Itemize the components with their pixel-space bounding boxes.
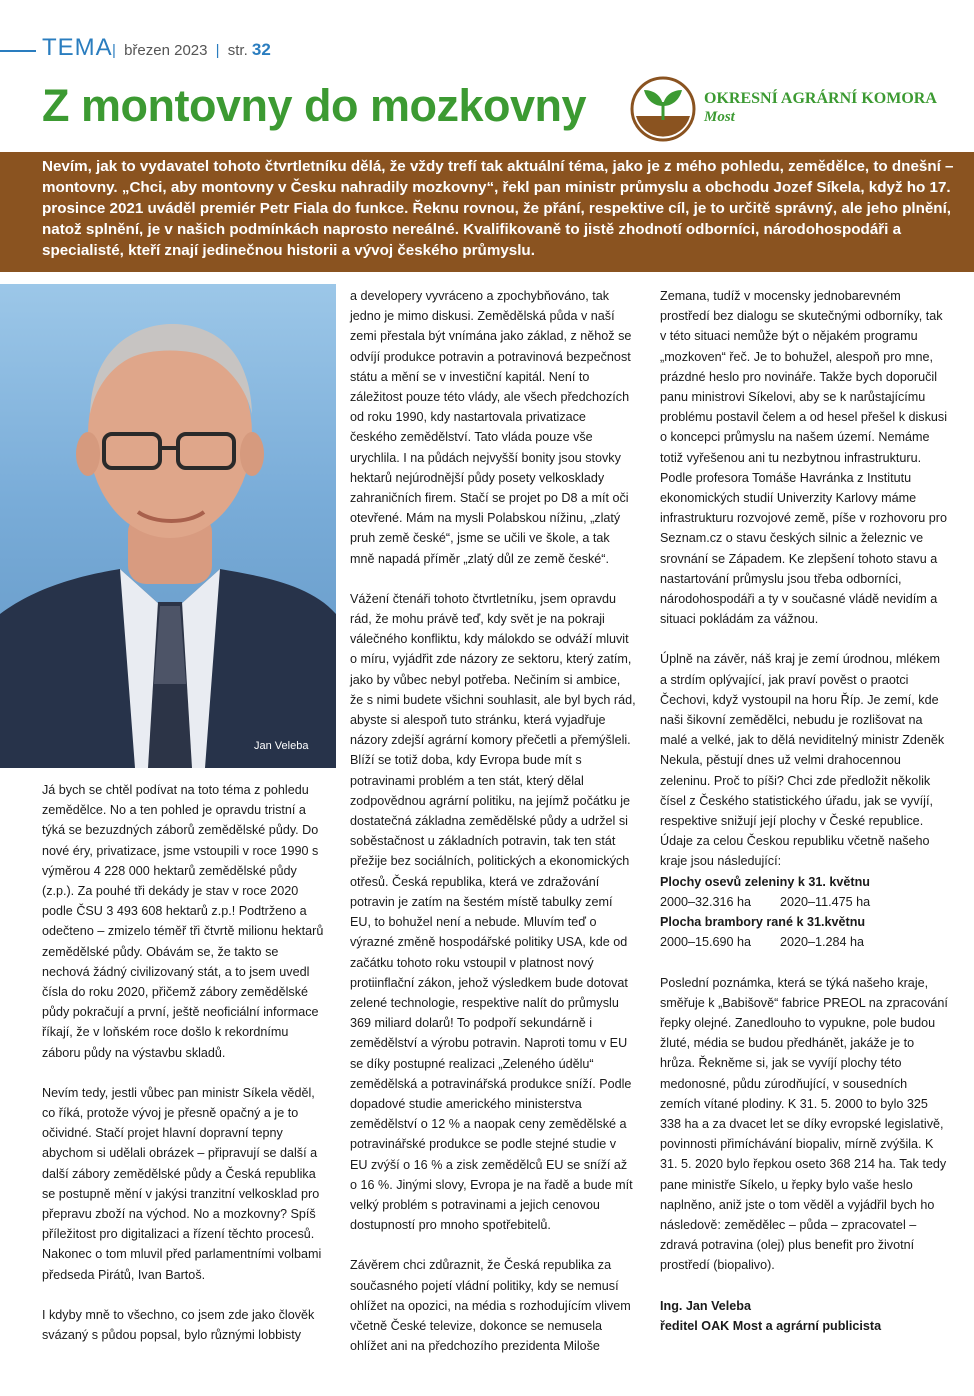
logo-city: Most: [704, 109, 735, 125]
page-number: 32: [251, 40, 271, 59]
photo-caption: Jan Veleba: [254, 740, 309, 752]
stats-row-vegetables: 2000–32.316 ha 2020–11.475 ha: [660, 894, 871, 909]
stats-heading-potatoes: Plocha brambory rané k 31.květnu: [660, 915, 866, 930]
stats-block: [660, 872, 948, 953]
stats-row-potatoes: 2000–15.690 ha 2020–1.284 ha: [660, 935, 865, 950]
sprout-logo-icon: [630, 76, 696, 142]
paragraph: a developery vyvráceno a zpochybňováno, tak jedno je mimo diskusi. Zemědělská půda v naší zemi přestala být vnímána jako základ, z něhož se odvíjí produkce potravin a potravinová bezpečnost státu a mění se v investiční kapitál. Není to záležitost pouze této vlády, ale všech předchozích od roku 1990, kdy nastartovala privatizace českého zemědělství. Tato vláda pouze vše urychlila. I na půdách nejvyšší bonity jsou stovky hektarů nejúrodnější půdy posety velkosklady zahraničních firem. Stačí se projet po D8 a mít oči otevřené. Mám na mysli Polabskou nížinu, „zlatý pruh země české“, jsme se učili ve škole, a tak mně napadá příměr „zlatý důl ze země české“.: [350, 289, 632, 566]
paragraph: Vážení čtenáři tohoto čtvrtletníku, jsem opravdu rád, že mohu právě teď, kdy svět je na pokraji válečného konfliktu, kdy málokdo se odváží mluvit o míru, vyjádřit zde názory ze sektoru, který zatím, jako by vůbec nebyl potřeba. Nečiním si ambice, že s nimi budete všichni souhlasit, ale byl bych rád, abyste si alespoň tuto stránku, která vyjadřuje názory zdejší agrární komory přečetli a přemýšleli. Blíží se totiž doba, kdy Evropa bude mít s potravinami problém a ten stát, který dělal zodpovědnou agrární politiku, na jejímž počátku je dostatečná základna zemědělské půdy a udržel si soběstačnost u základních potravin, tak ten stát přežije bez sociálních, politických a ekonomických otřesů. Česká republika, která ve zdražování potravin je zatím na šestém místě tabulky zemí EU, to bohužel není a nebude. Mluvím teď o výrazné změně hospodářské politiky USA, kde od začátku tohoto roku vstoupil v platnost nový protiinflační zákon, jehož výsledkem bude dotovat zelené technologie, respektive nalít do průmyslu 369 miliard dolarů! To podpoří sekundárně i zemědělství a výrobu potravin. Naproti tomu v EU se díky postupné realizaci „Zeleného údělu“ zemědělská a potravinářská produkce sníží. Podle dopadové studie amerického ministerstva zemědělství o 12 % a naopak ceny zemědělské a potravinářské produkce se podle stejné studie v EU zvýší o 16 % a zisk zemědělců EU se sníží až o 16 %. Jinými slovy, Evropa je na řadě a bude mít velký problém s potravinami a jejich cenovou dostupností pro mnoho spotřebitelů.: [350, 591, 636, 1233]
header-rule: [0, 50, 36, 52]
oak-logo: [630, 76, 950, 142]
lead-paragraph: Nevím, jak to vydavatel tohoto čtvrtletníku dělá, že vždy trefí tak aktuální téma, jako je z mého pohledu, zemědělce, to dnešní – montovny. „Chci, aby montovny v Česku nahradily mozkovny“, řekl pan ministr průmyslu a obchodu Jozef Síkela, když ho 17. prosince 2021 uváděl premiér Petr Fiala do funkce. Řeknu rovnou, že přání, respektive cíl, je to určitě správný, ale jeho plnění, natož splnění, je v našich podmínkách naprosto nereálné. Kvalifikovaně to jistě zhodnotí odborníci, národohospodáři a specialisté, kteří znají jedinečnou historii a vývoj českého průmyslu.: [0, 152, 974, 272]
paragraph: Úplně na závěr, náš kraj je zemí úrodnou, mlékem a strdím oplývající, jak praví pověst o praotci Čechovi, když vystoupil na horu Říp. Je zemí, kde naši šikovní zemědělci, nebudu je rozlišovat na malé a velké, jak to dělá neviditelný ministr Zdeněk Nekula, pěstují dnes už velmi drahocennou zeleninu. Proč to píši? Chci zde předložit několik čísel z Českého statistického úřadu, jak se vyvíjí, respektive snižují její plochy v České republice. Údaje za celou Českou republiku včetně našeho kraje jsou následující:: [660, 652, 945, 869]
column-2: [350, 286, 636, 1376]
author-portrait: [0, 284, 336, 768]
issue-meta: | březen 2023 | str. 32: [112, 40, 271, 59]
signature-role: ředitel OAK Most a agrární publicista: [660, 1318, 882, 1333]
logo-org-name: OKRESNÍ AGRÁRNÍ KOMORA: [704, 90, 937, 107]
page-header: [0, 34, 974, 64]
stats-heading-vegetables: Plochy osevů zeleniny k 31. květnu: [660, 874, 870, 889]
paragraph: Já bych se chtěl podívat na toto téma z pohledu zemědělce. No a ten pohled je opravdu tristní a týká se bezuzdných záborů zemědělské půdy. Do nové éry, privatizace, jsme vstoupili v roce 1990 s výměrou 4 228 000 hektarů zemědělské půdy (z.p.). Za pouhé tři dekády je stav v roce 2020 podle ČSU 3 493 608 hektarů z.p.! Podtrženo a odečteno – zmizelo téměř tři čtvrtě milionu hektarů zemědělské půdy. Obávám se, že takto se nechová žádný civilizovaný stát, a to jsem uvedl čísla do roku 2020, přičemž zábory zemědělské půdy pokračují a první, ještě neoficiální informace říkají, že v loňském roce došlo k rekordnímu záboru půdy na výstavbu skladů.: [42, 783, 324, 1060]
portrait-image: [0, 284, 336, 768]
signature-name: Ing. Jan Veleba: [660, 1298, 751, 1313]
section-label: TEMA: [42, 34, 113, 61]
paragraph: Nevím tedy, jestli vůbec pan ministr Síkela věděl, co říká, protože vývoj je přesně opačný a je to očividné. Stačí projet hlavní dopravní tepny abychom si udělali obrázek – připravují se další a další zábory zemědělské půdy a Česká republika se postupně mění v jakýsi tranzitní velkosklad pro přepravu zboží na východ. No a mozkovny? Spíš příležitost pro digitalizaci a řízení těchto procesů. Nakonec o tom mluvil před parlamentními volbami předseda Pirátů, Ivan Bartoš.: [42, 1085, 322, 1282]
paragraph: I kdyby mně to všechno, co jsem zde jako člověk svázaný s půdou popsal, bylo různými lobbisty: [42, 1307, 315, 1343]
column-3: [660, 286, 948, 1336]
column-1: [42, 780, 324, 1365]
paragraph: Zemana, tudíž v mocensky jednobarevném prostředí bez dialogu se skutečnými odborníky, tak v této situaci nemůže být o nějakém programu „mozkoven“ řeč. Je to bohužel, alespoň pro mne, prázdné heslo pro novináře. Takže bych doporučil panu ministrovi Síkelovi, aby se k narůstajícímu problému postavil čelem a od hesel přešel k diskusi o koncepci průmyslu na našem území. Nemáme totiž vyřešenou ani tu nezbytnou infrastrukturu. Podle profesora Tomáše Havránka z Institutu ekonomických studií Univerzity Karlovy máme infrastrukturu rozvojové země, píše v rozhovoru pro Seznam.cz o stavu českých silnic a železnic ve srovnání se Západem. Ke zlepšení tohoto stavu a nastartování průmyslu jsou třeba odborníci, národohospodáři a ty v současné vládě nevidím a situaci pokládám za vážnou.: [660, 289, 947, 627]
page-prefix: str.: [227, 42, 248, 59]
issue-date: březen 2023: [124, 42, 208, 59]
article-title: Z montovny do mozkovny: [42, 80, 587, 131]
paragraph: Závěrem chci zdůraznit, že Česká republika za současného pojetí vládní politiky, kdy se nemusí ohlížet na opozici, na média s rozhodujícím vlivem včetně České televize, dokonce se nemusela ohlížet ani na předchozího prezidenta Miloše: [350, 1258, 631, 1354]
paragraph: Poslední poznámka, která se týká našeho kraje, směřuje k „Babišově“ fabrice PREOL na zpracování řepky olejné. Zanedlouho to vypukne, pole budou žluté, média se budou předhánět, jakáže je to hrůza. Řekněme si, jak se vyvíjí plochy této medonosné, půdu zúrodňující, v sousedních zemích vítané plodiny. K 31. 5. 2000 to bylo 325 338 ha a za dvacet let se díky evropské legislativě, povinnosti přimíchávání biopaliv, mírně zvýšila. K 31. 5. 2020 bylo řepkou oseto 368 214 ha. Tak tedy pane ministře Síkelo, u řepky bylo vaše heslo naplněno, aniž jste o tom věděl a vyjádřil bych ho následově: zemědělec – půda – zpracovatel – zdravá potravina (olej) plus benefit pro životní prostředí (biopalivo).: [660, 975, 948, 1273]
